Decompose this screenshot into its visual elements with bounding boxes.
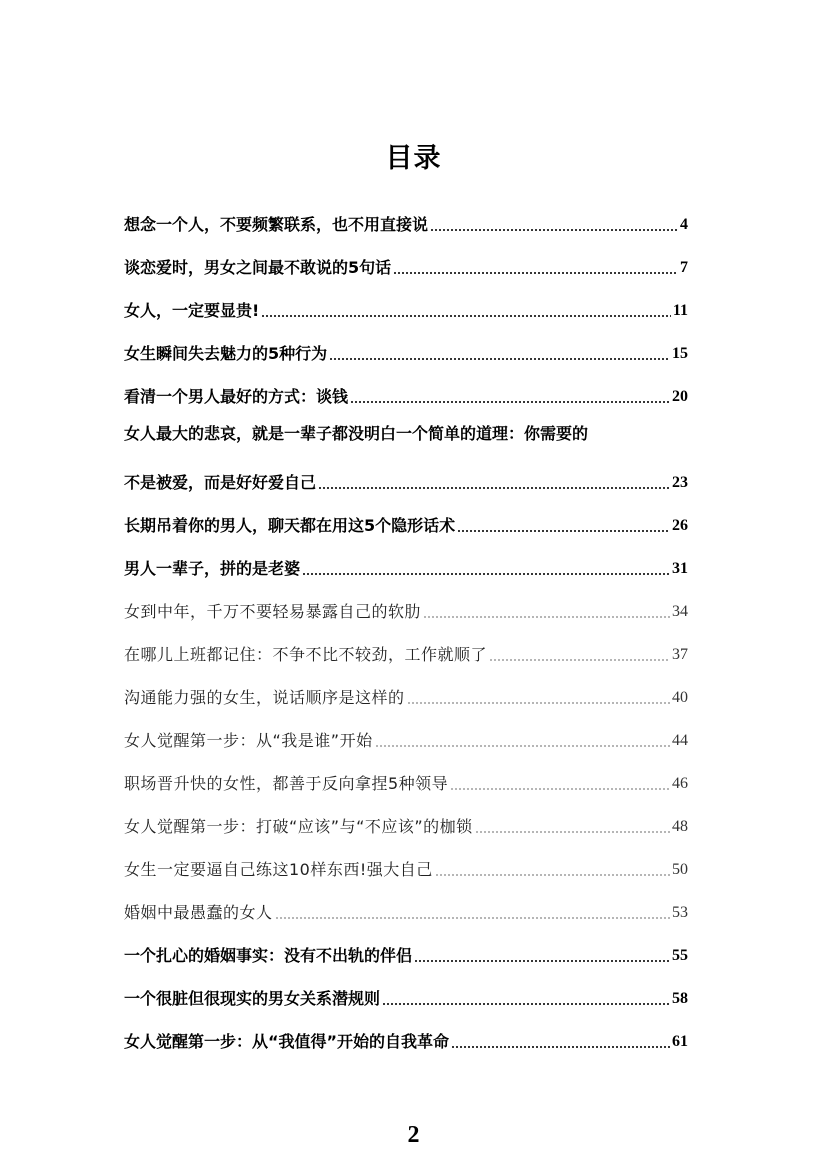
toc-entry-title: 职场晋升快的女性，都善于反向拿捏5种领导 [124, 774, 449, 793]
toc-entry[interactable] [124, 208, 688, 236]
toc-entry-page: 23 [672, 474, 688, 491]
toc-entry-page: 31 [672, 560, 688, 577]
toc-entry-page: 46 [672, 775, 688, 792]
toc-entry-page: 11 [672, 302, 688, 319]
toc-entry[interactable] [124, 982, 688, 1010]
toc-entry-title: 看清一个男人最好的方式：谈钱 [124, 387, 349, 406]
toc-entry[interactable] [124, 724, 688, 752]
toc-entry-page: 50 [672, 861, 688, 878]
toc-entry[interactable] [124, 1025, 688, 1053]
toc-entry-first-line[interactable]: 女人最大的悲哀，就是一辈子都没明白一个简单的道理：你需要的 [124, 424, 589, 443]
dot-leader [451, 1046, 670, 1048]
toc-title: 目录 [385, 143, 442, 174]
toc-entry[interactable] [124, 681, 688, 709]
toc-entry-page: 20 [672, 388, 688, 405]
toc-entry-title: 女生一定要逼自己练这10样东西!强大自己 [124, 860, 433, 879]
toc-entry[interactable] [124, 939, 688, 967]
toc-entry-title: 长期吊着你的男人，聊天都在用这5个隐形话术 [124, 516, 456, 535]
toc-entry[interactable] [124, 853, 688, 881]
toc-entry-page: 26 [672, 517, 688, 534]
page-number: 2 [407, 1122, 420, 1148]
dot-leader [318, 487, 670, 489]
dot-leader [407, 702, 670, 704]
toc-entry[interactable] [124, 294, 688, 322]
toc-entry[interactable] [124, 638, 688, 666]
toc-entry-page: 61 [672, 1033, 688, 1050]
toc-entry-title: 女人，一定要显贵! [124, 301, 260, 320]
dot-leader [450, 788, 670, 790]
toc-entry-page: 44 [672, 732, 688, 749]
dot-leader [435, 874, 670, 876]
toc-entry[interactable] [124, 380, 688, 408]
toc-entry-page: 7 [680, 259, 688, 276]
dot-leader [382, 1003, 670, 1005]
toc-entry-page: 55 [672, 947, 688, 964]
toc-entry-title: 女人觉醒第一步：从“我是谁”开始 [124, 731, 373, 750]
dot-leader [261, 315, 671, 317]
toc-entry-page: 4 [680, 216, 688, 233]
toc-entry[interactable] [124, 767, 688, 795]
toc-entry-page: 48 [672, 818, 688, 835]
dot-leader [423, 616, 670, 618]
toc-entry-page: 34 [672, 603, 688, 620]
toc-entry-title: 在哪儿上班都记住：不争不比不较劲，工作就顺了 [124, 645, 488, 664]
toc-entry-page: 58 [672, 990, 688, 1007]
dot-leader [430, 229, 678, 231]
dot-leader [457, 530, 670, 532]
toc-entry-title: 婚姻中最愚蠢的女人 [124, 903, 273, 922]
toc-entry[interactable] [124, 337, 688, 365]
dot-leader [393, 272, 678, 274]
toc-entry-title: 谈恋爱时，男女之间最不敢说的5句话 [124, 258, 392, 277]
toc-entry-title: 女到中年，千万不要轻易暴露自己的软肋 [124, 602, 422, 621]
dot-leader [475, 831, 670, 833]
toc-entry[interactable] [124, 509, 688, 537]
dot-leader [302, 573, 670, 575]
toc-entry-title: 想念一个人，不要频繁联系，也不用直接说 [124, 215, 429, 234]
toc-entry[interactable] [124, 595, 688, 623]
toc-entry-title: 女人觉醒第一步：打破“应该”与“不应该”的枷锁 [124, 817, 473, 836]
toc-entry-title: 不是被爱，而是好好爱自己 [124, 473, 317, 492]
toc-entry-title: 沟通能力强的女生，说话顺序是这样的 [124, 688, 405, 707]
toc-entry[interactable] [124, 251, 688, 279]
toc-entry-title: 一个扎心的婚姻事实：没有不出轨的伴侣 [124, 946, 413, 965]
dot-leader [489, 659, 670, 661]
toc-entry[interactable] [124, 466, 688, 494]
toc-entry-title: 女生瞬间失去魅力的5种行为 [124, 344, 328, 363]
toc-entry[interactable] [124, 896, 688, 924]
toc-entry-page: 40 [672, 689, 688, 706]
toc-entry-title: 男人一辈子，拼的是老婆 [124, 559, 301, 578]
toc-entry[interactable] [124, 552, 688, 580]
toc-entry-page: 15 [672, 345, 688, 362]
toc-entry-title: 一个很脏但很现实的男女关系潜规则 [124, 989, 381, 1008]
toc-entry-page: 53 [672, 904, 688, 921]
dot-leader [350, 401, 670, 403]
dot-leader [275, 917, 670, 919]
toc-entry-page: 37 [672, 646, 688, 663]
toc-entry[interactable] [124, 810, 688, 838]
toc-entry-title: 女人觉醒第一步：从“我值得”开始的自我革命 [124, 1032, 450, 1051]
dot-leader [414, 960, 670, 962]
dot-leader [329, 358, 670, 360]
dot-leader [375, 745, 670, 747]
